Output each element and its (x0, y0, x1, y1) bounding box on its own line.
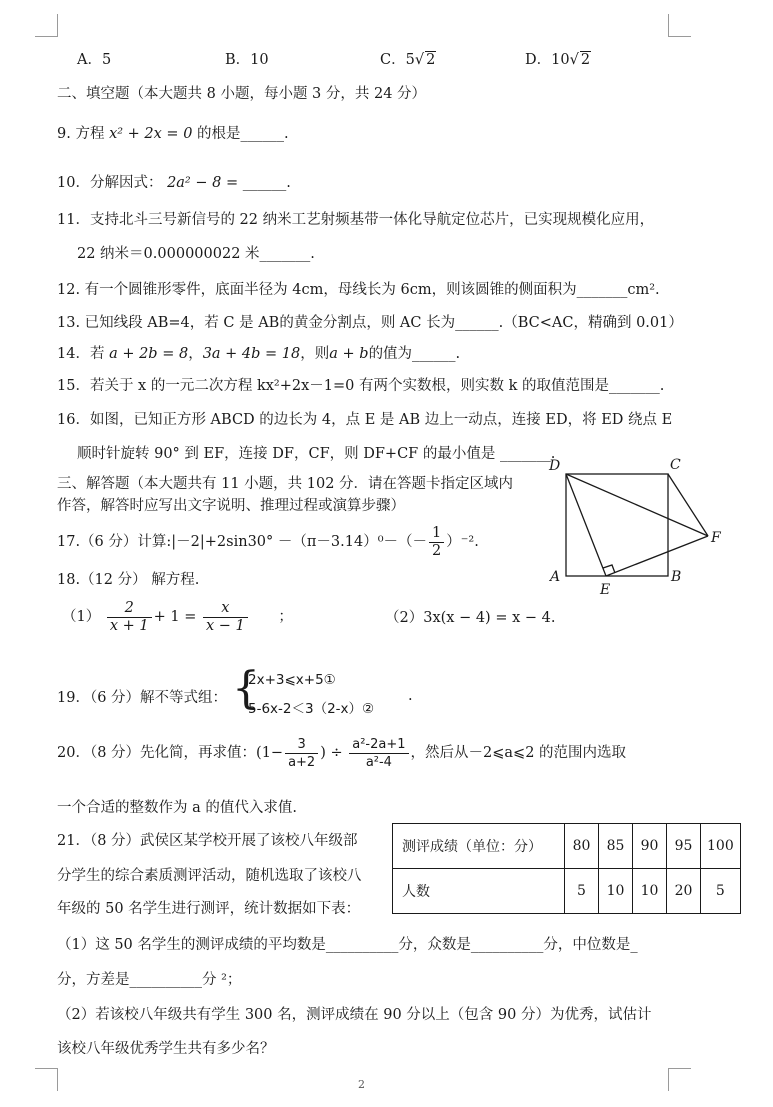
question-15: 15．若关于 x 的一元二次方程 kx²+2x－1=0 有两个实数根，则实数 k 的取值范围是_______. (57, 378, 665, 394)
q17-suffix: ）⁻². (446, 534, 479, 550)
count-cell: 5 (701, 869, 741, 914)
question-13: 13. 已知线段 AB=4，若 C 是 AB的黄金分割点，则 AC 长为______.（BC<AC，精确到 0.01） (57, 315, 683, 331)
option-d-radicand: 2 (580, 52, 591, 68)
q18-p1-den1: x + 1 (109, 617, 149, 634)
question-21-sub2-line2: 该校八年级优秀学生共有多少名？ (57, 1041, 275, 1057)
question-21-sub1-line1: （1）这 50 名学生的测评成绩的平均数是__________分，众数是__________分，中位数是_ (57, 937, 638, 953)
q9-prefix: 9. 方程 (57, 126, 105, 142)
label-d: D (549, 458, 561, 474)
question-14 (57, 342, 460, 363)
option-c-radicand: 2 (426, 52, 436, 68)
q17-denominator: 2 (432, 542, 442, 559)
question-11-line2: 22 纳米＝0.000000022 米_______. (77, 246, 315, 262)
question-12: 12. 有一个圆锥形零件，底面半径为 4cm，母线长为 6cm，则该圆锥的侧面积为_______cm². (57, 282, 660, 298)
q20-suffix: ，然后从－2⩽a⩽2 的范围内选取 (410, 745, 627, 761)
option-d-prefix: D．10 (525, 52, 570, 68)
option-c: C．5√ 2 (380, 52, 436, 68)
count-cell: 20 (667, 869, 701, 914)
q14-eq1: a + 2b = 8 (109, 346, 189, 362)
question-21-line2: 分学生的综合素质测评活动，随机选取了该校八 (57, 868, 362, 884)
table-count-label: 人数 (393, 869, 565, 914)
question-21-sub1-line2: 分，方差是__________分 ²； (57, 972, 242, 988)
q20-num2: a²-2a+1 (349, 736, 408, 754)
crop-mark-top-right (668, 14, 691, 37)
crop-mark-top-left (35, 14, 58, 37)
q18-p1-fraction-right (203, 600, 248, 635)
score-table (392, 823, 741, 914)
question-20-line2: 一个合适的整数作为 a 的值代入求值. (57, 800, 297, 816)
q18-p1-label: （1） (62, 609, 101, 625)
question-9 (57, 122, 289, 143)
q20-den1: a+2 (288, 754, 316, 770)
question-21-line1: 21．（8 分）武侯区某学校开展了该校八年级部 (57, 833, 358, 849)
q17-fraction (429, 525, 444, 560)
label-c: C (670, 457, 681, 473)
crop-mark-bottom-left (35, 1068, 58, 1091)
label-f: F (711, 530, 721, 546)
section-2-heading: 二、填空题（本大题共 8 小题，每小题 3 分，共 24 分） (57, 86, 427, 102)
section-3-heading-line1: 三、解答题（本大题共有 11 小题，共 102 分．请在答题卡指定区域内 (57, 476, 514, 492)
question-11-line1: 11．支持北斗三号新信号的 22 纳米工艺射频基带一体化导航定位芯片，已实现规模化应用， (57, 212, 655, 228)
page-number: 2 (358, 1078, 365, 1091)
option-a: A．5 (77, 52, 112, 68)
table-row (393, 824, 741, 869)
q18-p1-end: ； (278, 609, 293, 625)
q9-equation: x² + 2x = 0 (109, 126, 193, 142)
q19-inequality-1: 2x+3⩽x+5① (248, 672, 336, 688)
score-cell: 95 (667, 824, 701, 869)
q19-end: . (408, 688, 413, 704)
option-c-prefix: C．5 (380, 52, 415, 68)
crop-mark-bottom-right (668, 1068, 691, 1091)
q18-p1-num1: 2 (107, 600, 152, 618)
score-cell: 80 (565, 824, 599, 869)
table-row (393, 869, 741, 914)
section-3-heading-line2: 作答，解答时应写出文字说明、推理过程或演算步骤） (57, 498, 405, 514)
option-b: B．10 (225, 52, 269, 68)
q20-num1: 3 (285, 736, 318, 754)
label-b: B (671, 569, 682, 585)
score-cell: 90 (633, 824, 667, 869)
question-16-line2: 顺时针旋转 90° 到 EF，连接 DF，CF，则 DF+CF 的最小值是 _______. (77, 446, 556, 462)
question-18-title: 18.（12 分） 解方程. (57, 572, 200, 588)
q10-prefix: 10．分解因式： (57, 175, 163, 191)
q14-mid: ，则 (300, 346, 330, 362)
square-abcd (566, 474, 668, 576)
question-21-line3: 年级的 50 名学生进行测评，统计数据如下表： (57, 901, 361, 917)
q20-fraction-1 (285, 736, 318, 771)
question-10 (57, 171, 291, 192)
q10-suffix: ______. (242, 175, 291, 191)
q14-suffix: 的值为______. (368, 346, 461, 362)
question-18-part1 (62, 597, 293, 637)
q14-eq3: a + b (329, 346, 369, 362)
question-17 (57, 522, 479, 562)
q18-p1-num2: x (203, 600, 248, 618)
q17-numerator: 1 (429, 525, 444, 543)
q20-fraction-2 (349, 736, 408, 771)
q14-sep: ， (188, 346, 203, 362)
question-18-part2: （2）3x(x − 4) = x − 4. (385, 610, 556, 626)
table-header-label: 测评成绩（单位：分） (393, 824, 565, 869)
label-a: A (550, 569, 561, 585)
q18-p1-den2: x − 1 (205, 617, 245, 634)
square-figure (540, 450, 740, 600)
q19-brace: { (232, 663, 260, 714)
q20-den2: a²-4 (365, 754, 392, 770)
score-cell: 85 (599, 824, 633, 869)
question-19-prefix: 19．（6 分）解不等式组： (57, 690, 228, 706)
count-cell: 10 (633, 869, 667, 914)
q9-suffix: 的根是______. (197, 126, 289, 142)
count-cell: 10 (599, 869, 633, 914)
score-cell: 100 (701, 824, 741, 869)
q10-equation: 2a² − 8 = (167, 175, 239, 191)
question-21-sub2-line1: （2）若该校八年级共有学生 300 名，测评成绩在 90 分以上（包含 90 分）为优秀，试估计 (57, 1007, 652, 1023)
q17-prefix: 17.（6 分）计算:|－2|+2sin30° －（π－3.14）⁰－（－ (57, 534, 428, 550)
option-d: D．10√ 2 (525, 52, 591, 68)
q18-p1-fraction-left (107, 600, 152, 635)
count-cell: 5 (565, 869, 599, 914)
q18-p1-mid: + 1 = (153, 609, 197, 625)
question-20 (57, 733, 626, 773)
question-16-line1: 16．如图，已知正方形 ABCD 的边长为 4，点 E 是 AB 边上一动点，连接 ED，将 ED 绕点 E (57, 412, 673, 428)
q20-mid: ) ÷ (320, 745, 343, 761)
q14-prefix: 14．若 (57, 346, 105, 362)
label-e: E (600, 582, 611, 598)
segment-ef (606, 536, 708, 576)
q19-inequality-2: 5-6x-2＜3（2-x）② (248, 701, 375, 717)
q14-eq2: 3a + 4b = 18 (202, 346, 301, 362)
q20-prefix: 20．（8 分）先化简，再求值：(1− (57, 745, 284, 761)
